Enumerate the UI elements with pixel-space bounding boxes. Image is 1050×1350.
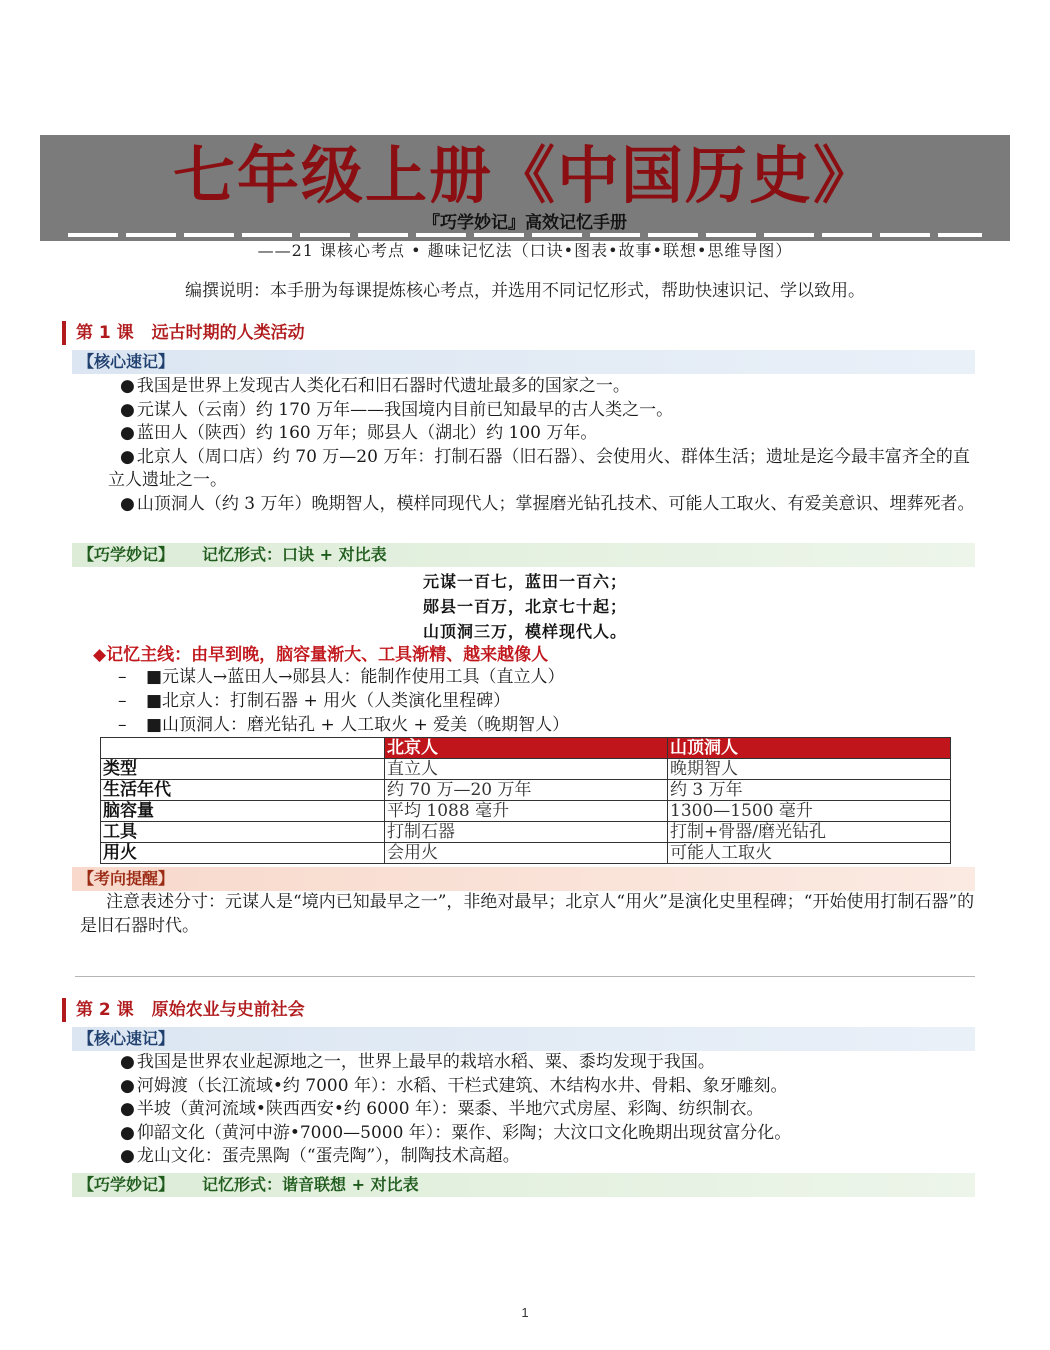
- table-cell: 打制石器: [385, 822, 668, 843]
- table-row: [101, 801, 951, 822]
- table-cell: 直立人: [385, 759, 668, 780]
- list-item: ● 蓝田人（陕西）约 160 万年；郧县人（湖北）约 100 万年。: [120, 423, 598, 443]
- table-row-header: 工具: [101, 822, 385, 843]
- bullet-icon: ●: [120, 1122, 135, 1143]
- trick-form: 记忆形式：谐音联想 + 对比表: [202, 1175, 419, 1194]
- list-item: ● 龙山文化：蛋壳黑陶（“蛋壳陶”），制陶技术高超。: [120, 1146, 520, 1166]
- table-cell: 可能人工取火: [668, 843, 951, 864]
- bullet-icon: ●: [120, 376, 135, 396]
- bullet-icon: ●: [120, 399, 135, 420]
- memory-mainline: ◆记忆主线：由早到晚，脑容量渐大、工具渐精、越来越像人: [93, 645, 549, 665]
- lesson-2-core-list: [108, 1051, 978, 1169]
- bullet-icon: ●: [120, 446, 135, 467]
- comparison-table: [100, 737, 951, 864]
- core-memo-band: 【核心速记】: [72, 1027, 975, 1051]
- list-item: ● 山顶洞人（约 3 万年）晚期智人，模样同现代人；掌握磨光钻孔技术、可能人工取火、有爱美意识、埋葬死者。: [120, 493, 975, 514]
- bullet-icon: ●: [120, 1052, 135, 1072]
- table-cell: 会用火: [385, 843, 668, 864]
- list-item: ● 北京人（周口店）约 70 万—20 万年：打制石器（旧石器）、会使用火、群体生活；遗址是迄今最丰富齐全的直立人遗址之一。: [108, 446, 970, 490]
- lesson-2-heading: [62, 998, 305, 1022]
- table-cell: 1300—1500 毫升: [668, 801, 951, 822]
- table-row-header: 脑容量: [101, 801, 385, 822]
- lesson-1-heading: [62, 321, 305, 345]
- dash-marker: –: [118, 691, 127, 711]
- rhyme-line: 郧县一百万，北京七十起；: [422, 597, 627, 616]
- list-item: – ■北京人：打制石器 + 用火（人类演化里程碑）: [118, 691, 511, 711]
- evolution-chain: [118, 665, 569, 737]
- memory-trick-band: [72, 1173, 975, 1197]
- table-header-cell: 山顶洞人: [668, 738, 951, 759]
- bullet-icon: ●: [120, 1146, 135, 1166]
- section-divider: [75, 976, 975, 977]
- table-row: [101, 780, 951, 801]
- table-row: [101, 822, 951, 843]
- bullet-icon: ●: [120, 493, 135, 514]
- list-item: – ■山顶洞人：磨光钻孔 + 人工取火 + 爱美（晚期智人）: [118, 715, 570, 735]
- table-row: [101, 759, 951, 780]
- banner-dashed-rule: [68, 233, 982, 237]
- table-header-cell: 北京人: [385, 738, 668, 759]
- tagline: ——21 课核心考点 • 趣味记忆法（口诀•图表•故事•联想•思维导图）: [257, 241, 793, 260]
- table-cell: 约 70 万—20 万年: [385, 780, 668, 801]
- rhyme-line: 元谋一百七，蓝田一百六；: [422, 572, 627, 591]
- table-header-row: [101, 738, 951, 759]
- title-banner: [40, 135, 1010, 241]
- bullet-icon: ●: [120, 1099, 135, 1119]
- list-item: – ■元谋人→蓝田人→郧县人：能制作使用工具（直立人）: [118, 667, 565, 687]
- exam-tip-text: 注意表述分寸：元谋人是“境内已知最早之一”，非绝对最早；北京人“用火”是演化史里程碑；“开始使用打制石器”的是旧石器时代。: [80, 892, 975, 936]
- list-item: ● 元谋人（云南）约 170 万年——我国境内目前已知最早的古人类之一。: [120, 399, 674, 420]
- list-item: ● 我国是世界上发现古人类化石和旧石器时代遗址最多的国家之一。: [120, 376, 630, 396]
- list-item: ● 河姆渡（长江流域•约 7000 年）：水稻、干栏式建筑、木结构水井、骨耜、象牙雕刻。: [120, 1075, 788, 1096]
- lesson-number: 第 1 课: [76, 323, 134, 343]
- list-item: ● 半坡（黄河流域•陕西西安•约 6000 年）：粟黍、半地穴式房屋、彩陶、纺织制衣。: [120, 1099, 764, 1119]
- document-title: 七年级上册《中国历史》: [172, 139, 877, 212]
- exam-tip-band: 【考向提醒】: [72, 867, 975, 891]
- table-cell: 约 3 万年: [668, 780, 951, 801]
- page-number: 1: [521, 1305, 529, 1320]
- core-memo-band: 【核心速记】: [72, 350, 975, 374]
- list-item: ● 仰韶文化（黄河中游•7000—5000 年）：粟作、彩陶；大汶口文化晚期出现贫富分化。: [120, 1122, 792, 1143]
- memory-trick-band: [72, 543, 975, 567]
- trick-label: 【巧学妙记】: [78, 1175, 175, 1194]
- rhyme-line: 山顶洞三万，模样现代人。: [422, 622, 627, 641]
- bullet-icon: ●: [120, 1075, 135, 1096]
- table-header-cell: [101, 738, 385, 759]
- table-row: [101, 843, 951, 864]
- list-item: ● 我国是世界农业起源地之一，世界上最早的栽培水稻、粟、黍均发现于我国。: [120, 1052, 715, 1072]
- lesson-1-core-list: [108, 375, 978, 516]
- table-cell: 平均 1088 毫升: [385, 801, 668, 822]
- intro-text: 编撰说明：本手册为每课提炼核心考点，并选用不同记忆形式，帮助快速识记、学以致用。: [185, 281, 865, 301]
- trick-label: 【巧学妙记】: [78, 545, 175, 564]
- dash-marker: –: [118, 667, 127, 687]
- lesson-number: 第 2 课: [76, 1000, 134, 1020]
- table-row-header: 用火: [101, 843, 385, 864]
- lesson-title: 远古时期的人类活动: [151, 323, 305, 343]
- trick-form: 记忆形式：口诀 + 对比表: [202, 545, 387, 564]
- table-row-header: 生活年代: [101, 780, 385, 801]
- lesson-title: 原始农业与史前社会: [151, 1000, 305, 1020]
- table-cell: 打制+骨器/磨光钻孔: [668, 822, 951, 843]
- table-cell: 晚期智人: [668, 759, 951, 780]
- document-subtitle: 『巧学妙记』高效记忆手册: [423, 213, 627, 233]
- table-row-header: 类型: [101, 759, 385, 780]
- dash-marker: –: [118, 715, 127, 735]
- bullet-icon: ●: [120, 423, 135, 443]
